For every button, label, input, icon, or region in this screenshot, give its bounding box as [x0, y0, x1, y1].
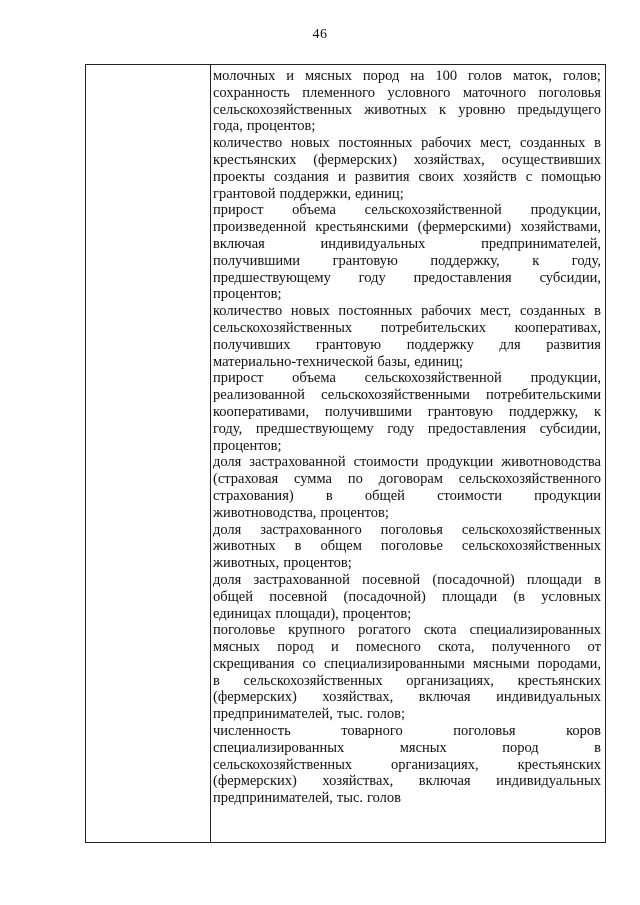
word: животных [213, 538, 276, 555]
word: своих [418, 168, 454, 185]
text-line [213, 639, 601, 656]
word: рабочих [421, 303, 472, 320]
word: базы, [377, 353, 411, 370]
word: маток, [512, 68, 553, 84]
word: в [594, 303, 601, 320]
text-line [213, 471, 601, 488]
word: (посадочной) [432, 571, 515, 588]
word: поддержку, [508, 403, 579, 420]
word: предшествующему [213, 269, 331, 286]
text-line [213, 488, 601, 505]
text-line [213, 522, 601, 539]
word: посевной [269, 588, 328, 605]
text-line [213, 773, 601, 790]
word: товарного [341, 723, 403, 740]
word: процентов; [213, 437, 282, 454]
word: осуществивших [501, 151, 601, 168]
word: мясных [213, 639, 261, 656]
word: единиц; [355, 185, 404, 202]
word: получивших [213, 336, 291, 353]
word: развития [354, 168, 410, 185]
word: полученного [491, 639, 571, 656]
text-line [213, 505, 601, 522]
word: включая [213, 235, 265, 252]
word: доля [213, 521, 242, 538]
word: грантовой [213, 185, 276, 202]
word: общем [320, 538, 362, 555]
word: прирост [213, 202, 264, 219]
word: пород [502, 739, 539, 756]
word: поголовье [213, 622, 276, 639]
word: по [347, 471, 363, 488]
text-line [213, 438, 601, 455]
word: сельскохозяйственных [213, 101, 353, 118]
word: доля [213, 454, 242, 471]
word: рабочих [421, 135, 472, 152]
word: сельскохозяйственных [213, 756, 353, 773]
word: включая [418, 689, 471, 706]
word: единиц; [414, 353, 463, 370]
word: и [286, 68, 295, 84]
word: объема [292, 370, 336, 387]
word: специализированных [213, 739, 345, 756]
text-line [213, 387, 601, 404]
word: площади [526, 571, 582, 588]
word: кооперативах, [514, 319, 601, 336]
word: к [593, 403, 601, 420]
word: специализированных [469, 622, 601, 639]
text-line [213, 740, 601, 757]
word: предпринимателей, [213, 706, 333, 723]
word: посевной [362, 571, 421, 588]
word: количество [213, 135, 283, 152]
word: в [325, 487, 333, 504]
word: пород [362, 68, 400, 84]
word: скота [423, 622, 457, 639]
text-line [213, 572, 601, 589]
word: процентов; [320, 504, 389, 521]
word: площади), [275, 605, 339, 622]
word: голов [367, 790, 402, 807]
word: кооперативами, [213, 403, 310, 420]
word: племенного [302, 84, 375, 101]
word: крупного [288, 622, 346, 639]
text-line [213, 656, 601, 673]
word: сельскохозяйственными [321, 387, 470, 404]
word: предпринимателей, [481, 235, 601, 252]
column-divider [210, 65, 211, 842]
word: поддержку, [430, 252, 500, 269]
word: животных [364, 101, 427, 118]
word: поддержки, [279, 185, 352, 202]
word: поддержку [406, 336, 474, 353]
text-line [213, 689, 601, 706]
word: голов; [367, 706, 406, 723]
word: общей [213, 588, 253, 605]
word: грантовую [315, 336, 382, 353]
word: хозяйствах, [322, 689, 394, 706]
word: крестьянских [517, 672, 601, 689]
text-line [213, 286, 601, 303]
word: мест, [480, 303, 512, 320]
word: голов [467, 68, 502, 84]
text-line [213, 68, 601, 85]
word: к [532, 252, 540, 269]
word: мясными [472, 655, 530, 672]
word: создания [273, 168, 329, 185]
word: грантовую [332, 252, 398, 269]
word: году [358, 269, 386, 286]
word: сельскохозяйственных [243, 672, 383, 689]
word: произведенной [213, 219, 307, 236]
word: (страховая [213, 471, 279, 488]
word: мясных [399, 739, 447, 756]
word: (посадочной) [343, 588, 426, 605]
word: продукции [426, 454, 494, 471]
word: году, [213, 420, 243, 437]
text-line [213, 673, 601, 690]
word: животных, [213, 555, 280, 572]
word: мест, [480, 135, 512, 152]
word: помесного [355, 639, 421, 656]
word: грантовую [427, 403, 493, 420]
word: условных [541, 588, 601, 605]
text-line [213, 270, 601, 287]
word: в [294, 538, 302, 555]
word: условного [387, 84, 451, 101]
word: животноводства, [213, 504, 317, 521]
text-line [213, 202, 601, 219]
word: сохранность [213, 84, 290, 101]
word: скрещивания [213, 655, 295, 672]
text-line [213, 118, 601, 135]
word: численность [213, 723, 291, 740]
word: к [439, 101, 447, 118]
word: хозяйствах, [413, 151, 485, 168]
word: субсидии, [539, 420, 601, 437]
word: потребительскими [486, 387, 601, 404]
word: доля [213, 571, 242, 588]
text-line [213, 622, 601, 639]
word: объема [292, 202, 336, 219]
word: постоянных [338, 135, 413, 152]
word: тыс. [336, 790, 364, 807]
text-line [213, 370, 601, 387]
word: организациях, [406, 672, 494, 689]
word: в [594, 571, 601, 588]
text-line [213, 757, 601, 774]
word: году, [571, 252, 601, 269]
word: предыдущего [517, 101, 601, 118]
word: процентов; [246, 118, 316, 135]
word: крестьянскими [315, 219, 409, 236]
word: в [594, 135, 601, 152]
word: сельскохозяйственной [364, 370, 502, 387]
word: мясных [304, 68, 352, 84]
word: предпринимателей, [213, 790, 333, 807]
word: индивидуальных [496, 689, 601, 706]
text-line [213, 589, 601, 606]
word: сельскохозяйственного [458, 471, 601, 488]
word: поголовья [538, 84, 601, 101]
word: площади [442, 588, 498, 605]
word: единицах [213, 605, 272, 622]
word: (фермерских) [213, 773, 297, 790]
word: в [213, 672, 220, 689]
text-line [213, 404, 601, 421]
word: (в [513, 588, 525, 605]
word: животноводства [501, 454, 601, 471]
word: голов; [562, 68, 601, 84]
word: молочных [213, 68, 276, 84]
word: крестьянских [517, 756, 601, 773]
word: и [330, 639, 339, 656]
text-line [213, 253, 601, 270]
text-line [213, 102, 601, 119]
word: процентов; [283, 555, 352, 572]
word: (фермерских) [213, 689, 297, 706]
text-line [213, 354, 601, 371]
indicators-text-cell [213, 68, 601, 807]
text-line [213, 555, 601, 572]
word: потребительских [380, 319, 486, 336]
word: развития [546, 336, 601, 353]
word: крестьянских [213, 151, 297, 168]
word: коров [566, 723, 601, 740]
word: поголовья [453, 723, 516, 740]
text-line [213, 538, 601, 555]
word: застрахованной [253, 571, 350, 588]
text-line [213, 723, 601, 740]
text-line [213, 303, 601, 320]
word: году [387, 420, 415, 437]
word: созданных [519, 303, 586, 320]
word: сельскохозяйственной [364, 202, 502, 219]
word: хозяйствами, [520, 219, 601, 236]
word: получившими [324, 403, 412, 420]
word: помощью [541, 168, 601, 185]
word: постоянных [338, 303, 413, 320]
word: процентов; [342, 605, 412, 622]
word: уровню [458, 101, 506, 118]
word: проекты [213, 168, 265, 185]
word: реализованной [213, 387, 305, 404]
indicators-table [85, 64, 606, 843]
word: маточного [462, 84, 527, 101]
text-line [213, 606, 601, 623]
text-line [213, 454, 601, 471]
word: предоставления [427, 420, 526, 437]
word: для [499, 336, 521, 353]
word: рогатого [358, 622, 411, 639]
word: на [410, 68, 425, 84]
text-line [213, 169, 601, 186]
word: продукции, [530, 202, 601, 219]
word: 100 [435, 68, 458, 84]
word: (фермерских) [313, 151, 398, 168]
word: в [594, 739, 601, 756]
word: хозяйств [462, 168, 517, 185]
word: включая [418, 773, 471, 790]
word: сельскохозяйственных [461, 521, 601, 538]
text-line [213, 219, 601, 236]
word: сельскохозяйственных [461, 538, 601, 555]
word: страхования) [213, 487, 294, 504]
word: новых [290, 135, 330, 152]
word: общей [364, 487, 405, 504]
word: сумма [294, 471, 332, 488]
text-line [213, 706, 601, 723]
word: материально-технической [213, 353, 374, 370]
word: получившими [213, 252, 301, 269]
word: со [302, 655, 316, 672]
text-line [213, 320, 601, 337]
word: тыс. [336, 706, 364, 723]
word: созданных [519, 135, 586, 152]
word: сельскохозяйственных [213, 319, 353, 336]
text-line [213, 135, 601, 152]
word: хозяйствах, [322, 773, 394, 790]
word: прирост [213, 370, 264, 387]
text-line [213, 85, 601, 102]
word: организациях, [391, 756, 479, 773]
text-line [213, 790, 601, 807]
word: предшествующему [255, 420, 374, 437]
word: застрахованного [260, 521, 362, 538]
page-number: 46 [312, 27, 328, 42]
word: пород [277, 639, 314, 656]
text-line [213, 337, 601, 354]
word: специализированными [323, 655, 465, 672]
word: с [525, 168, 533, 185]
text-line [213, 152, 601, 169]
word: стоимости [437, 487, 502, 504]
word: от [587, 639, 601, 656]
word: количество [213, 303, 283, 320]
word: процентов; [213, 286, 282, 303]
word: года, [213, 118, 243, 135]
word: породами, [537, 655, 601, 672]
word: продукции, [530, 370, 601, 387]
word: (фермерскими) [417, 219, 512, 236]
word: индивидуальных [496, 773, 601, 790]
word: и [337, 168, 346, 185]
text-line [213, 236, 601, 253]
word: скота, [438, 639, 475, 656]
text-line [213, 421, 601, 438]
text-line [213, 186, 601, 203]
word: стоимости [353, 454, 419, 471]
word: субсидии, [539, 269, 601, 286]
word: договорам [378, 471, 443, 488]
word: новых [290, 303, 330, 320]
word: продукции [534, 487, 601, 504]
word: предоставления [413, 269, 512, 286]
word: поголовье [380, 538, 443, 555]
word: поголовья [380, 521, 443, 538]
word: застрахованной [249, 454, 346, 471]
word: индивидуальных [320, 235, 426, 252]
